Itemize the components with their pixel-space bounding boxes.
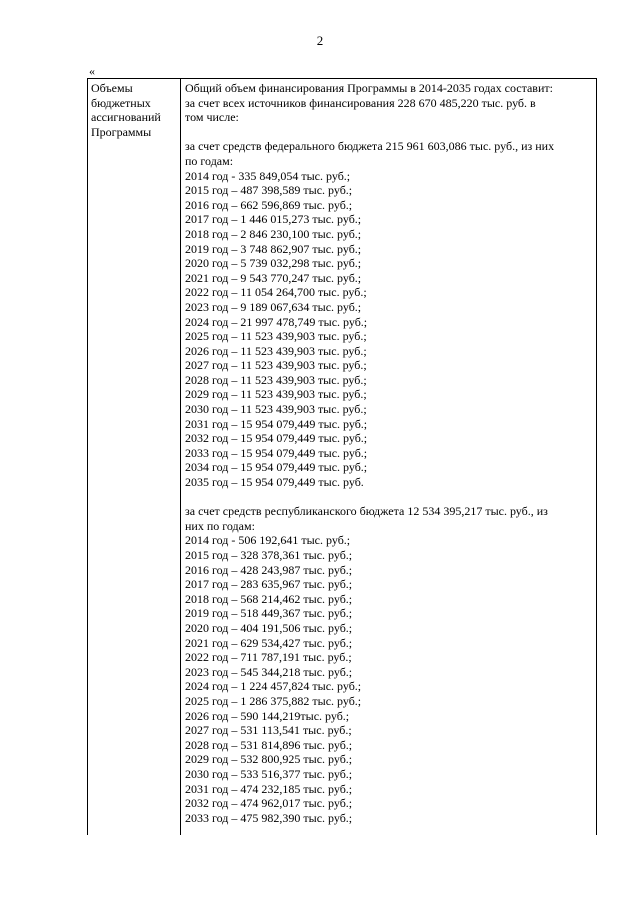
federal-year-row: 2027 год – 11 523 439,903 тыс. руб.; xyxy=(185,358,367,373)
republic-year-row: 2024 год – 1 224 457,824 тыс. руб.; xyxy=(185,679,362,694)
republic-year-row: 2015 год – 328 378,361 тыс. руб.; xyxy=(185,548,353,562)
federal-year-row: 2034 год – 15 954 079,449 тыс. руб.; xyxy=(185,460,368,475)
republic-year-row: 2028 год – 531 814,896 тыс. руб.; xyxy=(185,737,353,752)
federal-heading-line: по годам: xyxy=(185,153,234,168)
federal-year-row: 2026 год – 11 523 439,903 тыс. руб.; xyxy=(185,343,367,358)
federal-year-row: 2014 год - 335 849,054 тыс. руб.; xyxy=(185,168,351,183)
republic-year-row: 2022 год – 711 787,191 тыс. руб.; xyxy=(185,650,352,665)
section-label-cell xyxy=(88,79,181,835)
republic-heading-line: за счет средств республиканского бюджета 12 534 395,217 тыс. руб., из xyxy=(185,504,548,519)
federal-year-row: 2020 год – 5 739 032,298 тыс. руб.; xyxy=(185,256,362,271)
section-label-line: Объемы xyxy=(91,81,133,95)
federal-year-row: 2033 год – 15 954 079,449 тыс. руб.; xyxy=(185,445,368,460)
page-number: 2 xyxy=(316,33,324,48)
spacer xyxy=(185,490,592,505)
republic-year-row: 2033 год – 475 982,390 тыс. руб.; xyxy=(185,810,353,825)
federal-year-row: 2032 год – 15 954 079,449 тыс. руб.; xyxy=(185,431,368,446)
republic-year-row: 2030 год – 533 516,377 тыс. руб.; xyxy=(185,766,353,781)
federal-year-row: 2021 год – 9 543 770,247 тыс. руб.; xyxy=(185,270,362,285)
republic-year-row: 2016 год – 428 243,987 тыс. руб.; xyxy=(185,562,353,577)
section-label-line: Программы xyxy=(91,124,152,139)
spacer xyxy=(185,125,592,140)
federal-year-row: 2035 год – 15 954 079,449 тыс. руб. xyxy=(185,475,364,490)
intro-line: за счет всех источников финансирования 228 670 485,220 тыс. руб. в xyxy=(185,95,536,110)
budget-table xyxy=(87,78,597,835)
republic-year-row: 2020 год – 404 191,506 тыс. руб.; xyxy=(185,620,353,635)
federal-year-row: 2025 год – 11 523 439,903 тыс. руб.; xyxy=(185,329,367,344)
funding-details-cell xyxy=(181,79,596,835)
intro-line: том числе: xyxy=(185,110,239,125)
republic-year-row: 2023 год – 545 344,218 тыс. руб.; xyxy=(185,664,353,679)
republic-year-row: 2025 год – 1 286 375,882 тыс. руб.; xyxy=(185,693,362,708)
federal-year-row: 2031 год – 15 954 079,449 тыс. руб.; xyxy=(185,416,368,431)
republic-year-row: 2026 год – 590 144,219тыс. руб.; xyxy=(185,708,350,723)
federal-year-list xyxy=(185,169,592,490)
federal-year-row: 2017 год – 1 446 015,273 тыс. руб.; xyxy=(185,212,362,227)
republic-year-row: 2021 год – 629 534,427 тыс. руб.; xyxy=(185,635,353,650)
republic-year-row: 2014 год - 506 192,641 тыс. руб.; xyxy=(185,533,351,548)
republic-year-row: 2017 год – 283 635,967 тыс. руб.; xyxy=(185,577,353,592)
republic-year-row: 2032 год – 474 962,017 тыс. руб.; xyxy=(185,796,353,811)
republic-year-row: 2019 год – 518 449,367 тыс. руб.; xyxy=(185,606,353,621)
open-quote: « xyxy=(89,64,95,78)
republic-year-list xyxy=(185,533,592,825)
republic-year-row: 2027 год – 531 113,541 тыс. руб.; xyxy=(185,723,352,738)
republic-year-row: 2031 год – 474 232,185 тыс. руб.; xyxy=(185,781,353,796)
republic-year-row: 2018 год – 568 214,462 тыс. руб.; xyxy=(185,591,353,606)
federal-year-row: 2019 год – 3 748 862,907 тыс. руб.; xyxy=(185,241,362,256)
intro-line: Общий объем финансирования Программы в 2014-2035 годах составит: xyxy=(185,81,553,95)
federal-year-row: 2024 год – 21 997 478,749 тыс. руб.; xyxy=(185,314,368,329)
federal-year-row: 2016 год – 662 596,869 тыс. руб.; xyxy=(185,197,353,212)
federal-year-row: 2030 год – 11 523 439,903 тыс. руб.; xyxy=(185,402,367,417)
federal-year-row: 2015 год – 487 398,589 тыс. руб.; xyxy=(185,183,353,198)
republic-heading-line: них по годам: xyxy=(185,518,255,533)
section-label-line: ассигнований xyxy=(91,110,161,125)
section-label-line: бюджетных xyxy=(91,95,151,110)
federal-year-row: 2022 год – 11 054 264,700 тыс. руб.; xyxy=(185,285,367,300)
federal-year-row: 2023 год – 9 189 067,634 тыс. руб.; xyxy=(185,299,362,314)
federal-year-row: 2028 год – 11 523 439,903 тыс. руб.; xyxy=(185,372,367,387)
republic-year-row: 2029 год – 532 800,925 тыс. руб.; xyxy=(185,752,353,767)
federal-year-row: 2018 год – 2 846 230,100 тыс. руб.; xyxy=(185,226,362,241)
federal-heading-line: за счет средств федерального бюджета 215 961 603,086 тыс. руб., из них xyxy=(185,139,555,154)
federal-year-row: 2029 год – 11 523 439,903 тыс. руб.; xyxy=(185,387,367,402)
